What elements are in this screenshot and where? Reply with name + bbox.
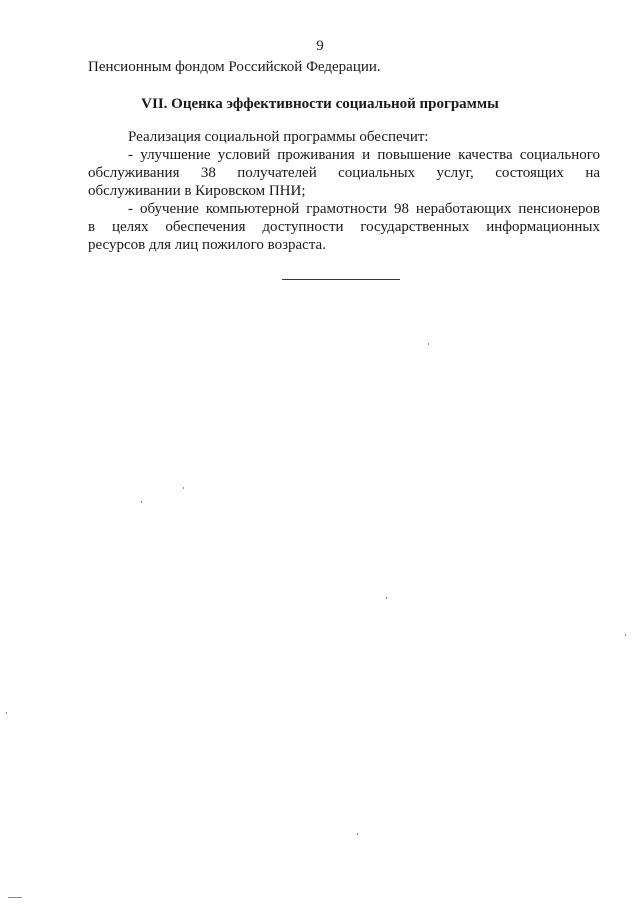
paragraph-intro: Реализация социальной программы обеспечит: — [128, 129, 429, 145]
scan-speck — [183, 487, 184, 489]
paragraph-item-1-line-1: - улучшение условий проживания и повышение качества социального — [128, 147, 600, 163]
scan-speck — [386, 597, 387, 599]
scan-speck — [357, 833, 358, 835]
scan-speck — [6, 712, 7, 714]
paragraph-item-2-line-1: - обучение компьютерной грамотности 98 неработающих пенсионеров — [128, 201, 600, 217]
paragraph-item-2-line-3: ресурсов для лиц пожилого возраста. — [88, 237, 326, 253]
section-heading: VII. Оценка эффективности социальной программы — [141, 96, 499, 112]
scan-speck — [141, 501, 142, 503]
scan-speck — [428, 343, 429, 345]
scan-speck — [8, 897, 22, 898]
page-number: 9 — [316, 38, 324, 54]
continuation-line: Пенсионным фондом Российской Федерации. — [88, 59, 381, 75]
paragraph-item-1-line-3: обслуживании в Кировском ПНИ; — [88, 183, 306, 199]
end-rule — [282, 279, 400, 280]
scan-speck — [625, 634, 626, 636]
paragraph-item-2-line-2: в целях обеспечения доступности государственных информационных — [88, 219, 600, 235]
paragraph-item-1-line-2: обслуживания 38 получателей социальных услуг, состоящих на — [88, 165, 600, 181]
